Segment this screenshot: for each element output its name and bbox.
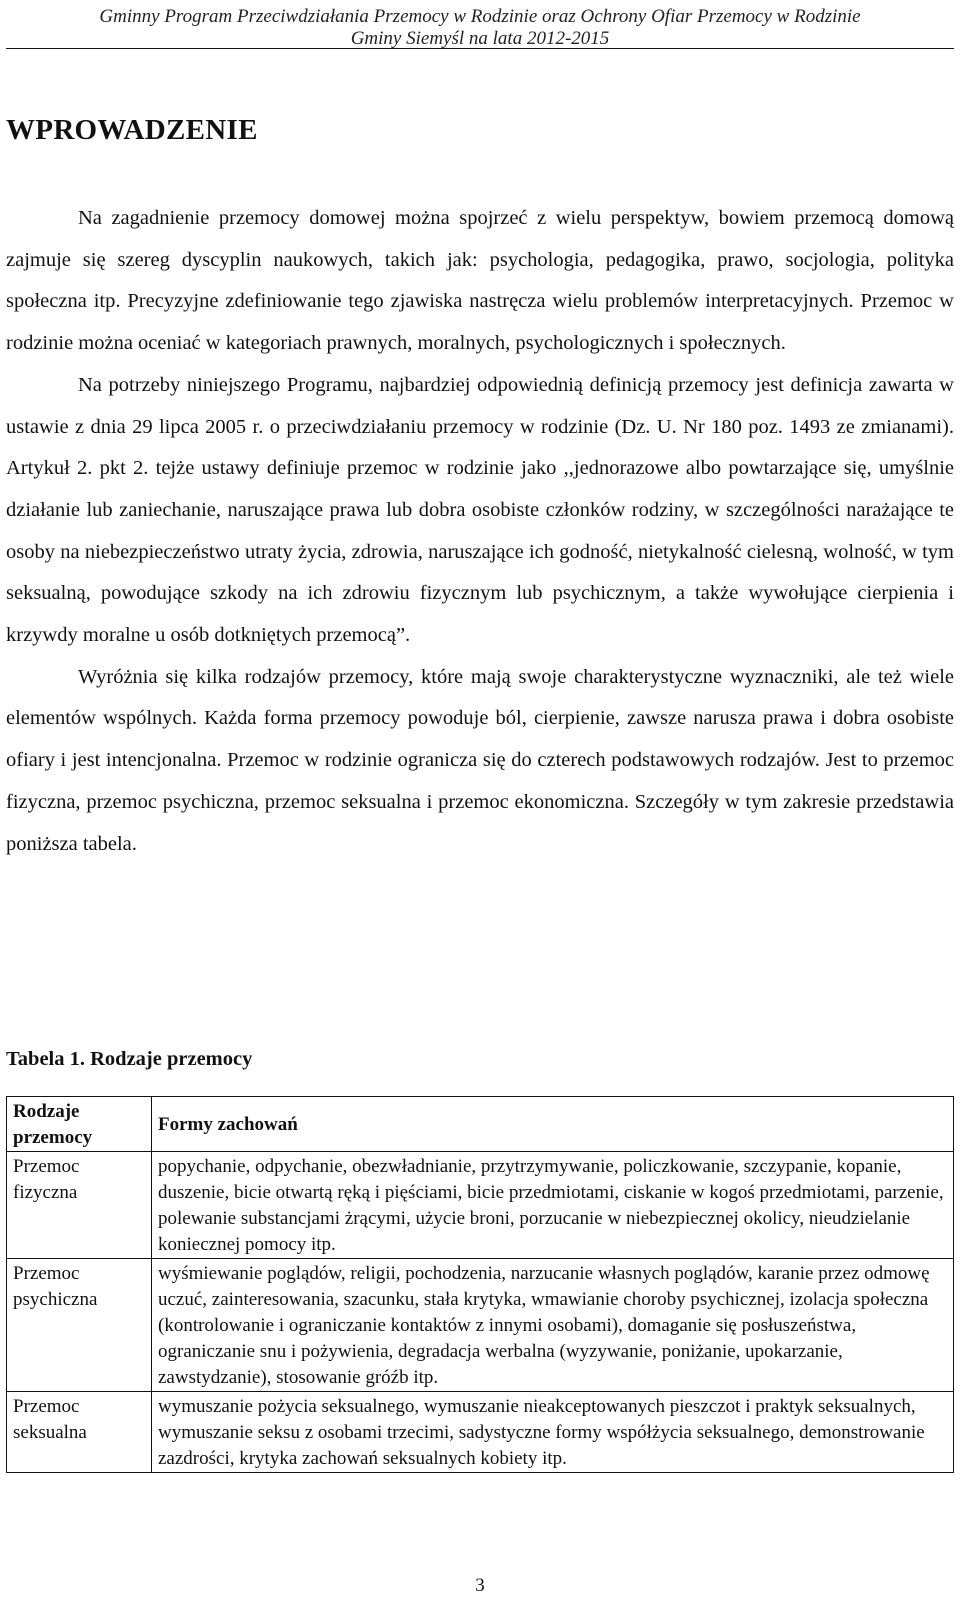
header-line-2: Gminy Siemyśl na lata 2012-2015 xyxy=(350,28,610,49)
table-row xyxy=(7,1259,954,1392)
section-heading: WPROWADZENIE xyxy=(6,114,258,146)
cell-forms: wymuszanie pożycia seksualnego, wymuszanie nieakceptowanych pieszczot i praktyk seksualnych, wymuszanie seksu z osobami trzecimi, sadystyczne formy współżycia seksualnego, demonstrowanie zazdrości, krytyka zachowań seksualnych kobiety itp. xyxy=(152,1392,954,1473)
header-cell-types: Rodzaje przemocy xyxy=(7,1097,152,1152)
running-header xyxy=(0,6,960,50)
table-caption: Tabela 1. Rodzaje przemocy xyxy=(6,1048,253,1070)
cell-forms: popychanie, odpychanie, obezwładnianie, przytrzymywanie, policzkowanie, szczypanie, kopanie, duszenie, bicie otwartą ręką i pięściami, bicie przedmiotami, ciskanie w kogoś przedmiotami, parzenie, polewanie substancjami żrącymi, użycie broni, porzucanie w niebezpiecznej okolicy, nieudzielanie koniecznej pomocy itp. xyxy=(152,1152,954,1259)
header-divider xyxy=(6,48,954,49)
cell-type: Przemoc psychiczna xyxy=(7,1259,152,1392)
page-number: 3 xyxy=(475,1575,485,1596)
table-row xyxy=(7,1152,954,1259)
paragraph-1: Na zagadnienie przemocy domowej można spojrzeć z wielu perspektyw, bowiem przemocą domową zajmuje się szereg dyscyplin naukowych, takich jak: psychologia, pedagogika, prawo, socjologia, polityka społeczna itp. Precyzyjne zdefiniowanie tego zjawiska nastręcza wielu problemów interpretacyjnych. Przemoc w rodzinie można oceniać w kategoriach prawnych, moralnych, psychologicznych i społecznych. xyxy=(6,207,954,355)
paragraph-3: Wyróżnia się kilka rodzajów przemocy, które mają swoje charakterystyczne wyznaczniki, ale też wiele elementów wspólnych. Każda forma przemocy powoduje ból, cierpienie, zawsze narusza prawa i dobra osobiste ofiary i jest intencjonalna. Przemoc w rodzinie ogranicza się do czterech podstawowych rodzajów. Jest to przemoc fizyczna, przemoc psychiczna, przemoc seksualna i przemoc ekonomiczna. Szczegóły w tym zakresie przedstawia poniższa tabela. xyxy=(6,665,954,855)
cell-type: Przemoc fizyczna xyxy=(7,1152,152,1259)
table-row xyxy=(7,1392,954,1473)
paragraph-2: Na potrzeby niniejszego Programu, najbardziej odpowiednią definicją przemocy jest definicja zawarta w ustawie z dnia 29 lipca 2005 r. o przeciwdziałaniu przemocy w rodzinie (Dz. U. Nr 180 poz. 1493 ze zmianami). Artykuł 2. pkt 2. tejże ustawy definiuje przemoc w rodzinie jako ,,jednorazowe albo powtarzające się, umyślnie działanie lub zaniechanie, naruszające prawa lub dobra osobiste członków rodziny, w szczególności narażające te osoby na niebezpieczeństwo utraty życia, zdrowia, naruszające ich godność, nietykalność cielesną, wolność, w tym seksualną, powodujące szkody na ich zdrowiu fizycznym lub psychicznym, a także wywołujące cierpienia i krzywdy moralne u osób dotkniętych przemocą”. xyxy=(6,373,954,647)
cell-type: Przemoc seksualna xyxy=(7,1392,152,1473)
table-header-row xyxy=(7,1097,954,1152)
cell-forms: wyśmiewanie poglądów, religii, pochodzenia, narzucanie własnych poglądów, karanie przez odmowę uczuć, zainteresowania, szacunku, stała krytyka, wmawianie choroby psychicznej, izolacja społeczna (kontrolowanie i ograniczanie kontaktów z innymi osobami), domaganie się posłuszeństwa, ograniczanie snu i pożywienia, degradacja werbalna (wyzywanie, poniżanie, upokarzanie, zawstydzanie), stosowanie gróźb itp. xyxy=(152,1259,954,1392)
header-cell-forms: Formy zachowań xyxy=(152,1097,954,1152)
body-text xyxy=(6,198,954,865)
violence-types-table xyxy=(6,1096,954,1473)
header-line-1: Gminny Program Przeciwdziałania Przemocy w Rodzinie oraz Ochrony Ofiar Przemocy w Rodzinie xyxy=(99,6,861,27)
